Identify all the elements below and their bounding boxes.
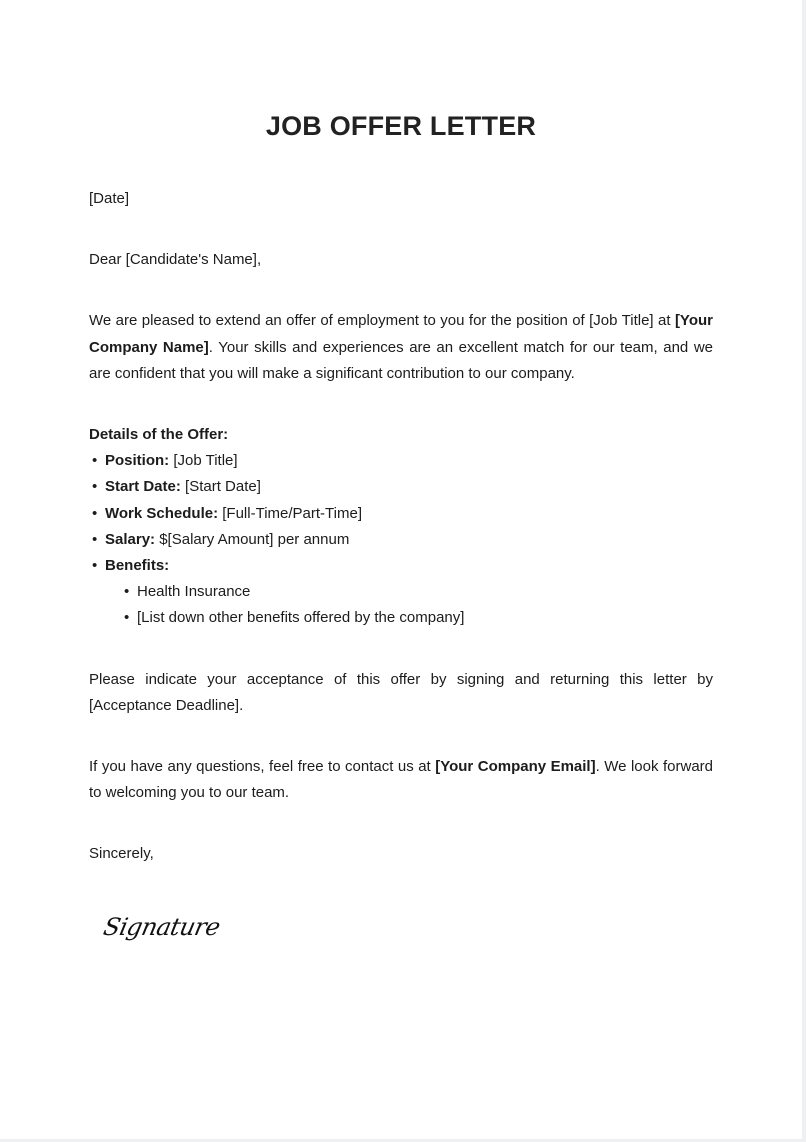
detail-item [89,501,713,527]
detail-label: Salary: [105,530,156,548]
detail-label: Position: [105,452,170,470]
intro-text-cont: . Your skills and experiences are an excellent match for our team, and we are confident that you will make a significant contribution to our company. [89,338,714,382]
detail-item [89,474,713,500]
signature: Signature [101,913,223,941]
details-heading: Details of the Offer: [89,426,229,444]
benefit-item: • Health Insurance [121,579,713,605]
company-email: [Your Company Email] [435,758,596,776]
detail-value: [Full-Time/Part-Time] [218,504,362,522]
salutation: Dear [Candidate's Name], [89,251,262,269]
detail-item [89,448,713,474]
contact-text-cont: . We look forward to welcoming you to our team. [89,758,713,802]
benefit-item: • [List down other benefits offered by the company] [121,605,713,631]
detail-item [89,527,713,553]
intro-text: We are pleased to extend an offer of employment to you for the position of [Job Title] at [89,312,675,330]
contact-paragraph [89,754,713,806]
offer-details [89,422,713,632]
detail-label: Start Date: [105,478,181,496]
detail-item [89,553,713,632]
detail-value: [Job Title] [169,452,238,470]
detail-label: Benefits: [105,557,170,575]
detail-label: Work Schedule: [105,504,219,522]
closing: Sincerely, [89,845,154,863]
letter-body [89,186,713,903]
detail-value: $[Salary Amount] per annum [155,530,350,548]
intro-paragraph [89,308,713,387]
contact-text: If you have any questions, feel free to contact us at [89,758,436,776]
detail-value: [Start Date] [180,478,261,496]
acceptance-paragraph: Please indicate your acceptance of this offer by signing and returning this letter by [Acceptance Deadline]. [89,670,713,714]
company-name: [Your Company Name] [89,312,713,356]
page-title: JOB OFFER LETTER [265,111,537,141]
date: [Date] [89,190,130,207]
